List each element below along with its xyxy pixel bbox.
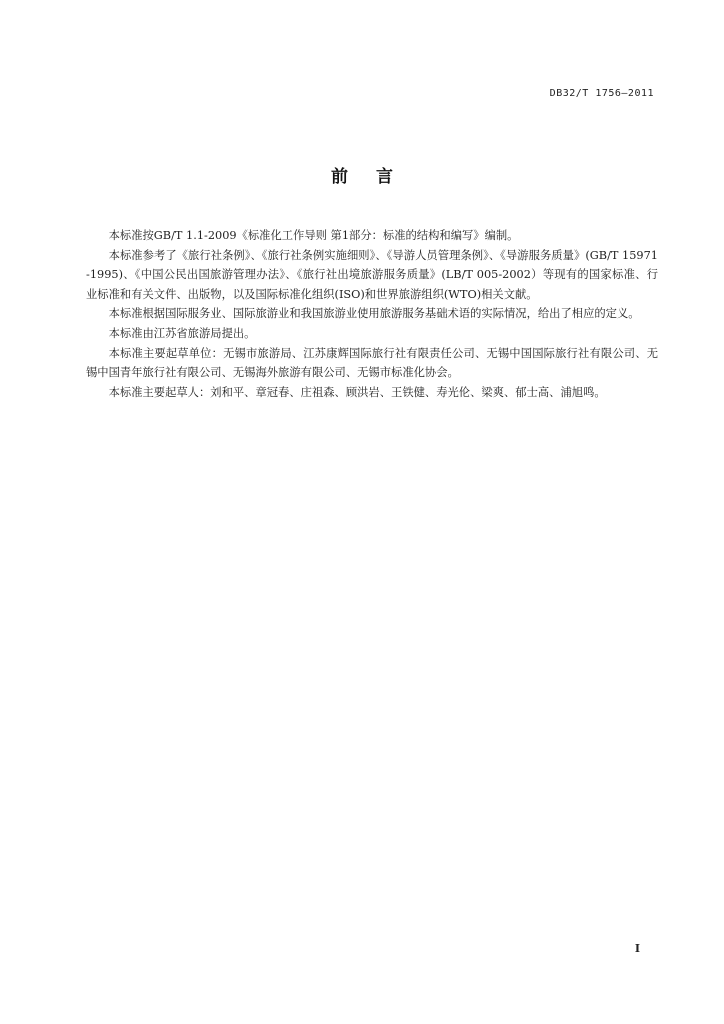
paragraph-drafting-units: 本标准主要起草单位：无锡市旅游局、江苏康辉国际旅行社有限责任公司、无锡中国国际旅行社有限公司、无锡中国青年旅行社有限公司、无锡海外旅游有限公司、无锡市标准化协会。 (86, 346, 658, 380)
document-id: DB32/T 1756—2011 (549, 88, 654, 99)
paragraph-definitions-basis: 本标准根据国际服务业、国际旅游业和我国旅游业使用旅游服务基础术语的实际情况，给出了相应的定义。 (108, 307, 640, 321)
paragraph-drafters: 本标准主要起草人：刘和平、章冠春、庄祖森、顾洪岩、王铁健、寿光伦、梁爽、郁士高、浦旭鸣。 (108, 385, 606, 399)
page-number: I (634, 942, 640, 955)
page-title: 前言 (331, 167, 421, 187)
paragraph-references: 本标准参考了《旅行社条例》、《旅行社条例实施细则》、《导游人员管理条例》、《导游服务质量》(GB/T 15971-1995)、《中国公民出国旅游管理办法》、《旅行社出境旅游服务质量》(LB/T 005-2002）等现有的国家标准、行业标准和有关文件、出版物，以及国际标准化组织(ISO)和世界旅游组织(WTO)相关文献。 (86, 248, 658, 301)
paragraph-drafting-rules: 本标准按GB/T 1.1-2009《标准化工作导则 第1部分：标准的结构和编写》编制。 (108, 229, 519, 242)
preface-body (86, 226, 658, 402)
paragraph-proposer: 本标准由江苏省旅游局提出。 (108, 326, 256, 340)
